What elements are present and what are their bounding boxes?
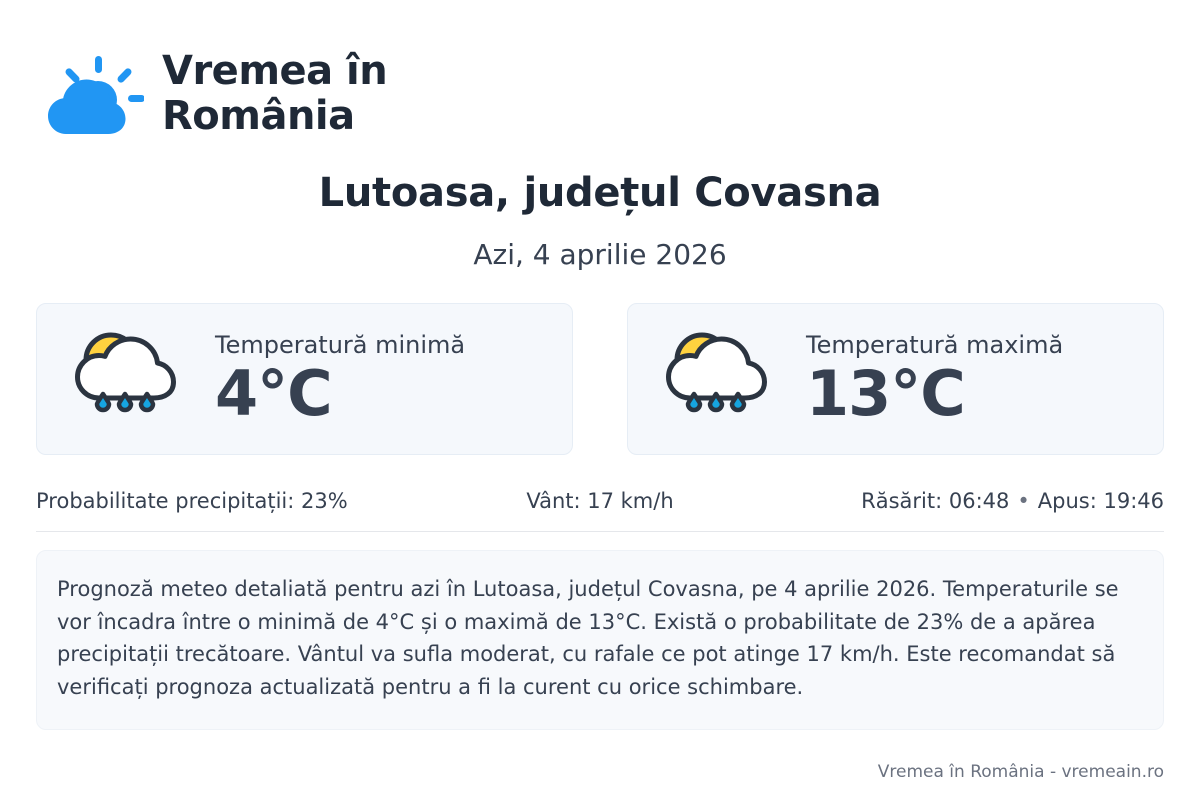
- brand-header: [36, 0, 1164, 140]
- min-temperature-card: [36, 303, 573, 455]
- footer-credit: Vremea în România - vremeain.ro: [877, 762, 1164, 782]
- sun-times-stat: [788, 489, 1164, 513]
- wind-stat: Vânt: 17 km/h: [526, 489, 674, 513]
- forecast-description: Prognoză meteo detaliată pentru azi în Lutoasa, județul Covasna, pe 4 aprilie 2026. Temperaturile se vor încadra între o minimă de 4°C și o maximă de 13°C. Există o probabilitate de 23% de a apărea precipitații trecătoare. Vântul va sufla moderat, cu rafale ce pot atinge 17 km/h. Este recomandat să verificați prognoza actualizată pentru a fi la curent cu orice schimbare.: [36, 550, 1164, 730]
- sunrise-value: Răsărit: 06:48: [861, 489, 1010, 513]
- precipitation-stat: Probabilitate precipitații: 23%: [36, 489, 348, 513]
- temperature-cards: [36, 303, 1164, 455]
- sun-cloud-rain-icon: [59, 320, 199, 438]
- stat-separator: •: [1017, 489, 1030, 513]
- sunset-value: Apus: 19:46: [1037, 489, 1164, 513]
- sun-cloud-rain-icon: [650, 320, 790, 438]
- max-temperature-card: [627, 303, 1164, 455]
- brand-title: [162, 49, 387, 139]
- brand-title-line1: Vremea în: [162, 48, 388, 95]
- brand-title-line2: România: [162, 93, 355, 139]
- page-title: Lutoasa, județul Covasna: [318, 170, 882, 216]
- sun-cloud-icon: [36, 48, 144, 140]
- min-temperature-label: Temperatură minimă: [215, 331, 466, 360]
- min-temperature-text: [215, 331, 466, 431]
- page-date: Azi, 4 aprilie 2026: [473, 238, 727, 271]
- weather-stats: [36, 489, 1164, 532]
- max-temperature-label: Temperatură maximă: [806, 331, 1064, 360]
- min-temperature-value: 4°C: [215, 357, 332, 431]
- max-temperature-value: 13°C: [806, 357, 965, 431]
- max-temperature-text: [806, 331, 1064, 431]
